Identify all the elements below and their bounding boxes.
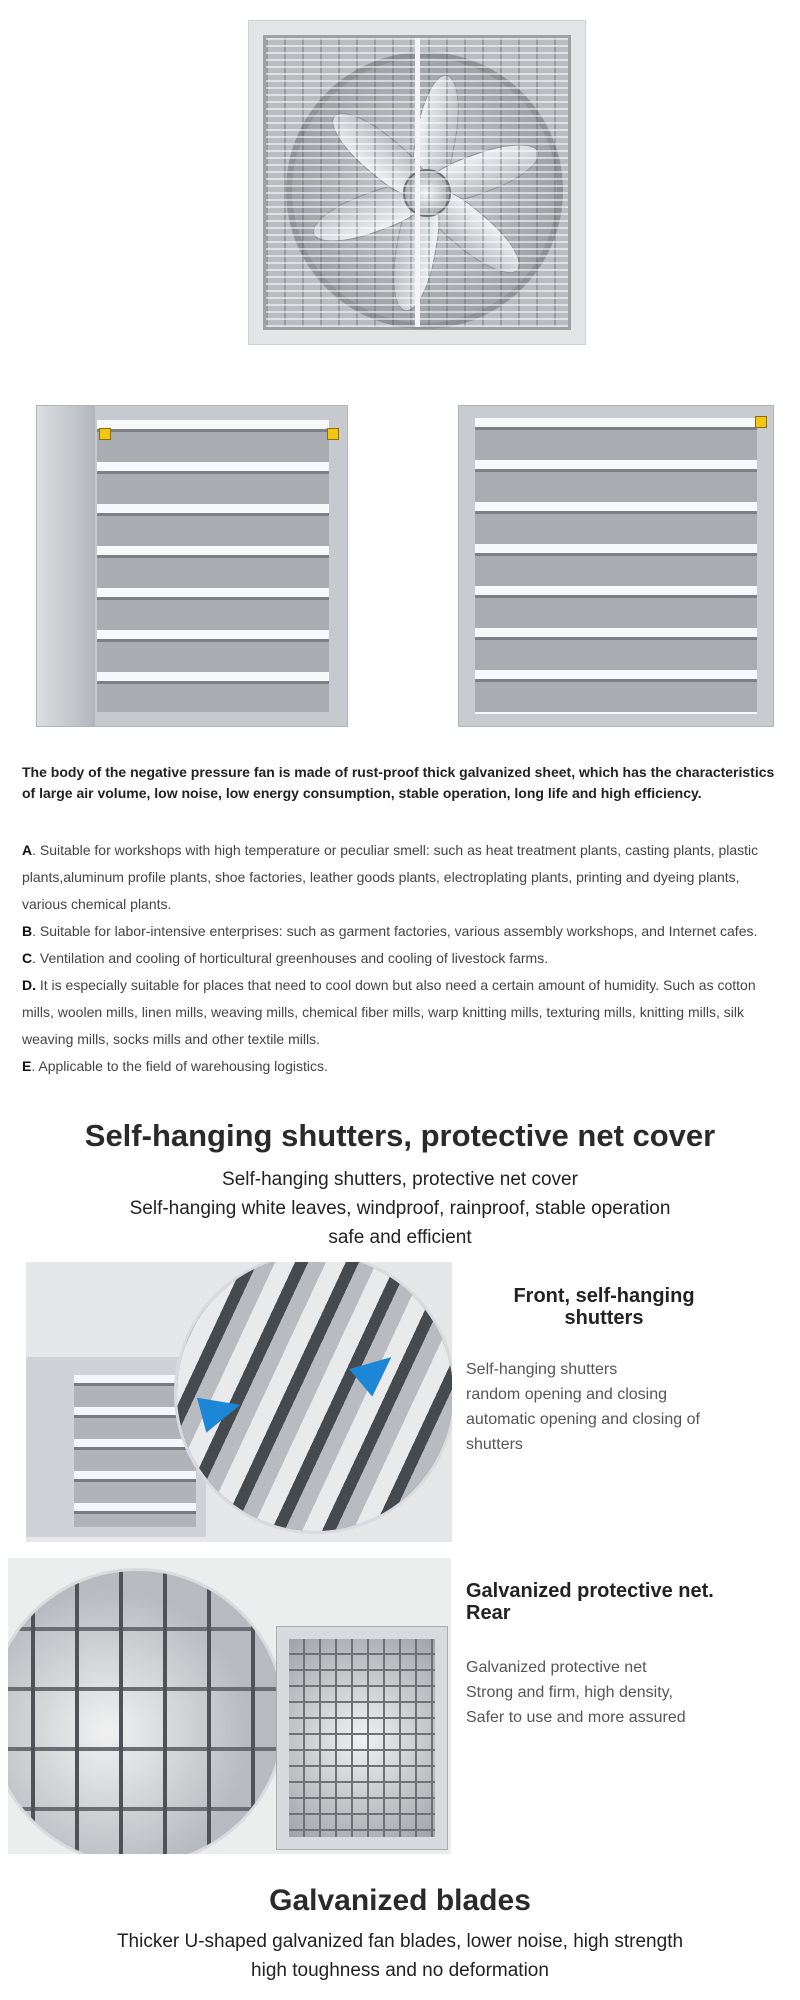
application-item-d — [22, 972, 782, 1053]
feature-front-description — [466, 1357, 766, 1457]
shutter-louvers — [475, 418, 757, 714]
feature-line: random opening and closing — [466, 1386, 668, 1403]
feature-title-line: Front, self-hanging — [513, 1285, 695, 1307]
feature-line: shutters — [466, 1436, 523, 1453]
application-item-e — [22, 1053, 782, 1080]
feature-title-line: Rear — [466, 1602, 511, 1624]
warning-label-icon — [755, 416, 767, 428]
feature-line: Strong and firm, high density, — [466, 1684, 673, 1701]
shutters-subline-3: safe and efficient — [328, 1227, 472, 1248]
item-letter: E — [22, 1058, 32, 1074]
front-shutters-closeup-photo — [26, 1262, 452, 1542]
application-item-a — [22, 837, 782, 918]
feature-title-line: shutters — [564, 1307, 644, 1329]
item-text: . Applicable to the field of warehousing logistics. — [31, 1058, 328, 1074]
item-letter: C — [22, 950, 33, 966]
feature-line: Self-hanging shutters — [466, 1361, 618, 1378]
blades-section-heading: Galvanized blades — [269, 1884, 531, 1917]
fan-housing-side — [37, 406, 95, 726]
shutters-subline-2: Self-hanging white leaves, windproof, rainproof, stable operation — [129, 1198, 671, 1219]
rear-protective-net-photo — [8, 1558, 451, 1854]
feature-rear-title — [466, 1580, 786, 1624]
item-text: . Suitable for workshops with high temperature or peculiar smell: such as heat treatment plants, casting plants, plastic plants,aluminum profile plants, shoe factories, leather goods plants, electroplating plants, printing and dyeing plants, various chemical plants. — [22, 842, 759, 912]
warning-label-icon — [99, 428, 111, 440]
application-item-b — [22, 918, 782, 945]
fan-front-shutters-photo — [458, 405, 774, 727]
item-text: . Suitable for labor-intensive enterprises: such as garment factories, various assembly workshops, and Internet cafes. — [32, 923, 758, 939]
feature-line: Safer to use and more assured — [466, 1709, 686, 1726]
feature-line: automatic opening and closing of — [466, 1411, 700, 1428]
intro-description: The body of the negative pressure fan is made of rust-proof thick galvanized sheet, which has the characteristics of large air volume, low noise, low energy consumption, stable operation, long life and high efficiency. — [22, 764, 775, 801]
fan-rear-view — [276, 1626, 448, 1850]
fan-frame — [263, 35, 571, 330]
warning-label-icon — [327, 428, 339, 440]
feature-line: Galvanized protective net — [466, 1659, 647, 1676]
shutters-section-heading: Self-hanging shutters, protective net cover — [84, 1118, 716, 1153]
item-letter: A — [22, 842, 33, 858]
application-item-c — [22, 945, 782, 972]
feature-front-title — [466, 1285, 742, 1329]
item-text: . Ventilation and cooling of horticultural greenhouses and cooling of livestock farms. — [32, 950, 549, 966]
blades-subline-1: Thicker U-shaped galvanized fan blades, lower noise, high strength — [116, 1931, 684, 1952]
feature-rear-description — [466, 1655, 766, 1730]
shutter-louvers — [97, 420, 329, 712]
blades-subline-2: high toughness and no deformation — [251, 1960, 549, 1981]
feature-title-line: Galvanized protective net. — [466, 1580, 714, 1602]
shutters-subline-1: Self-hanging shutters, protective net cover — [222, 1169, 578, 1190]
center-support-bar — [415, 38, 420, 327]
item-letter: B — [22, 923, 33, 939]
fan-front-photo — [248, 20, 586, 345]
item-letter: D. — [22, 977, 36, 993]
application-list — [22, 837, 782, 1080]
net-magnified-circle — [8, 1568, 286, 1854]
item-text: It is especially suitable for places that need to cool down but also need a certain amount of humidity. Such as cotton mills, woolen mills, linen mills, weaving mills, chemical fiber mills, warp knitting mills, texturing mills, knitting mills, silk weaving mills, socks mills and other textile mills. — [22, 977, 756, 1047]
fan-side-angle-photo — [36, 405, 348, 727]
